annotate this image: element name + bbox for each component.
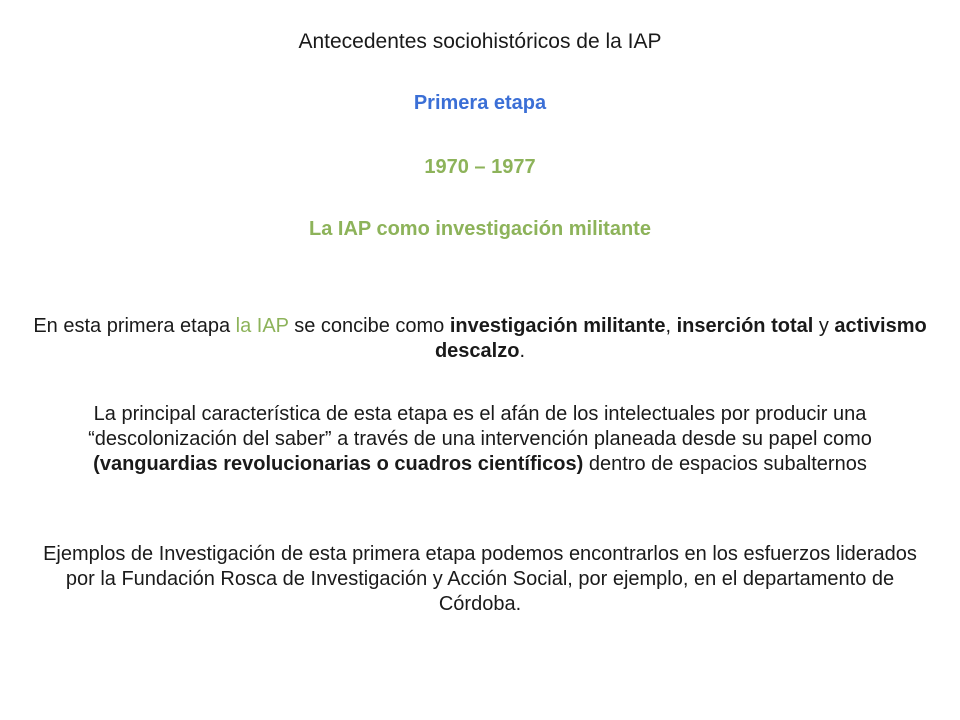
- text-segment: se concibe como: [288, 315, 450, 337]
- years-heading: 1970 – 1977: [424, 156, 536, 178]
- paragraph-stage-description: [30, 314, 930, 364]
- bold-term: activismo descalzo: [434, 315, 927, 362]
- text-segment: y: [813, 315, 835, 337]
- text-segment: La principal característica de esta etapa es el afán de los intelectuales por producir una “descolonización del saber” a través de una intervención planeada desde su papel como: [88, 403, 872, 450]
- text-segment: En esta primera etapa: [33, 315, 236, 337]
- highlight-iap: la IAP: [235, 315, 289, 337]
- stage-heading: Primera etapa: [413, 92, 547, 114]
- text-segment: .: [519, 340, 526, 362]
- subtitle-heading: La IAP como investigación militante: [309, 218, 651, 240]
- slide-title: Antecedentes sociohistóricos de la IAP: [298, 30, 662, 53]
- bold-term: (vanguardias revolucionarias o cuadros científicos): [93, 453, 584, 475]
- paragraph-characteristic: [30, 402, 930, 477]
- text-segment: ,: [665, 315, 677, 337]
- bold-term: inserción total: [676, 315, 814, 337]
- bold-term: investigación militante: [449, 315, 666, 337]
- paragraph-examples: Ejemplos de Investigación de esta primera etapa podemos encontrarlos en los esfuerzos liderados por la Fundación Rosca de Investigación y Acción Social, por ejemplo, en el departamento de Córdoba.: [43, 543, 917, 615]
- text-segment: dentro de espacios subalternos: [583, 453, 867, 475]
